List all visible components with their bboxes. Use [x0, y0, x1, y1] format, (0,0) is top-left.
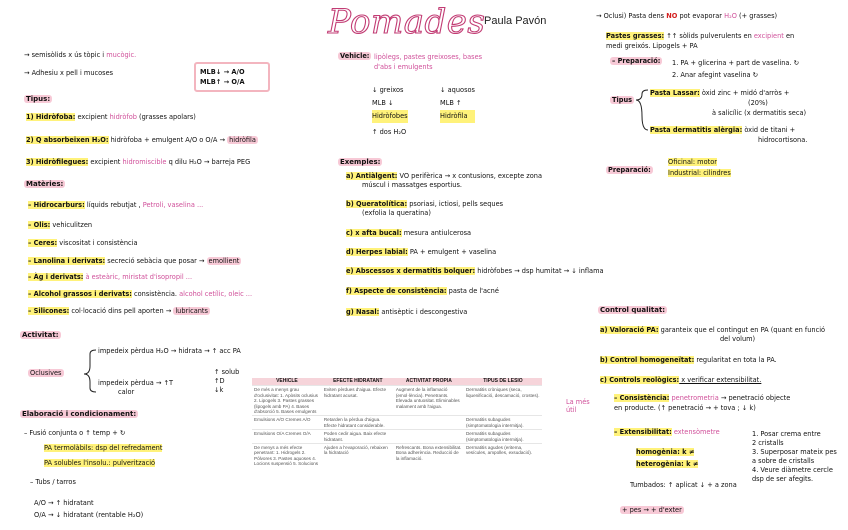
tipus-heading: Tipus:: [26, 95, 51, 103]
materies-item-5: – Àg i derivats: à esteàric, miristat d'isopropil ...: [28, 273, 193, 281]
preparacio-2-heading: Preparació:: [608, 166, 651, 174]
materies-item-4: – Lanolina i derivats: secreció sebàcia que posar → emollient: [28, 257, 240, 265]
la-mes-util: La més útil: [566, 398, 590, 414]
exemple-f: f) Aspecte de consistència: pasta de l'acné: [346, 287, 499, 295]
materies-item-2: – Olis: vehiculitzen: [28, 221, 93, 229]
occ-top: impedeix pèrdua H₂O → hidrata → ↑ acc PA: [98, 347, 241, 355]
occ-bottom: impedeix pèrdua → ↑T: [98, 379, 174, 387]
elab-item-4: – Tubs / tarros: [30, 478, 76, 486]
control-heading: Control qualitat:: [600, 306, 666, 314]
exemples-heading: Exemples:: [340, 158, 381, 166]
intro-line-2: → Adhesiu x pell i mucoses: [24, 69, 114, 77]
occ-side: ↑ solub ↑D ↓k: [214, 368, 240, 394]
tipus-dermatitis: Pasta dermatitis alèrgia: òxid de titani + hidrocortisona.: [650, 126, 808, 144]
materies-item-3: – Ceres: viscositat i consistència: [28, 239, 138, 247]
materies-item-1: – Hidrocarburs: líquids rebutjat , Petroli, vaselina ...: [28, 201, 204, 209]
ao-line-2: O/A → ↓ hidratant (rentable H₂O): [34, 511, 144, 519]
exemple-e: e) Abscessos x dermatitis bolquer: hidròfobes → dsp humitat → ↓ inflama: [346, 267, 604, 275]
materies-heading: Matèries:: [26, 180, 64, 188]
control-a: a) Valoració PA: garanteix que el contingut en PA (quant en funció del volum): [600, 326, 826, 343]
activitat-heading: Activitat:: [22, 331, 59, 339]
elaboracio-heading: Elaboració i condicionament:: [22, 410, 137, 418]
table-row: De més a menys grau d'oclusivitat: 1. Apòsits oclusius 2. Lipogels 3. Pastes grasses (lipogels amb PA) 4. Bases d'absorció 5. Bases emulgents Eviten pèrdues d'aigua. Efecte hidratant acusat. Augment de la inflamació (emol·lència). Penetrants. Elevada untuositat. Eliminables malament amb l'aigua. Dermatitis cròniques (seca, liquenificació, descamació, crostes).: [252, 386, 542, 416]
exemple-d: d) Herpes labial: PA + emulgent + vaselina: [346, 248, 497, 256]
vehicle-table: [252, 378, 542, 468]
extensibilitat-steps: 1. Posar crema entre 2 cristalls 3. Superposar mateix pes a sobre de cristalls 4. Veure diàmetre cercle dsp de ser afegits.: [752, 430, 837, 483]
table-row: Emulsions A/O Cremes A/O Retarden la pèrdua d'aigua. Efecte hidratant considerable. Dermatitis subagudes (simptomatologia intermitja).: [252, 416, 542, 430]
exemple-c: c) x afta bucal: mesura antiulcerosa: [346, 229, 472, 237]
page-title: Pomades: [328, 2, 486, 42]
ao-line-1: A/O → ↑ hidratant: [34, 499, 94, 507]
preparacio-1-steps: 1. PA + glicerina + part de vaselina. ↻ 2. Anar afegint vaselina ↻: [672, 59, 800, 79]
tipus-lassar: Pasta Lassar: òxid zinc + midó d'arròs + (20%) à salicílic (x dermatitis seca): [650, 89, 807, 117]
control-b: b) Control homogeneïtat: regularitat en tota la PA.: [600, 356, 777, 364]
oclusio-note: → Oclusi) Pasta dens NO pot evaporar H₂O (+ grasses): [596, 12, 778, 20]
elab-item-2: PA termolàbils: dsp del refredament: [44, 444, 163, 452]
exemple-g: g) Nasal: antisèptic i descongestiva: [346, 308, 468, 316]
exemple-a: a) Antiàlgent: VO perifèrica → x contusions, excepte zona múscul i massatges esportius.: [346, 172, 542, 189]
pastes-grasses: Pastes grasses: ↑↑ sòlids pulverulents en excipient en medi greixós. Lipogels + PA: [606, 32, 795, 50]
table-row: Emulsions O/A Cremes O/A Poden cedir aigua. Baix efecte hidratant. Dermatitis subagudes (simptomatologia intermitja).: [252, 430, 542, 444]
table-header: EFECTE HIDRATANT: [322, 378, 394, 386]
homogeneitat: homogènia: k ≠ heterogènia: k ≠: [636, 448, 699, 468]
materies-item-7: – Silicones: col·locació dins pell aporten → lubricants: [28, 307, 208, 315]
preparacio-2-list: Oficinal: motor Industrial: cilindres: [668, 158, 731, 177]
exemple-b: b) Queratolítica: psoriasi, ictiosi, pells seques (exfolia la queratina): [346, 200, 504, 217]
table-header: TIPUS DE LESIO: [464, 378, 542, 386]
vehicle-col-2: ↓ aquosos MLB ↑ Hidròfila: [440, 84, 475, 123]
tipus-item-2: 2) Q absorbeixen H₂O: hidròfoba + emulgent A/O o O/A → hidròfila: [26, 136, 256, 144]
control-c: c) Controls reològics: x verificar extensibilitat.: [600, 376, 762, 384]
vehicle-extra: ↑ dos H₂O: [372, 128, 407, 136]
oclusives-label: Oclusives: [30, 369, 62, 377]
preparacio-1-heading: – Preparació:: [612, 57, 661, 65]
table-row: De menys a més efecte penetrant: 1. Hidrogels 2. Pólvores 3. Pastes aquoses 4. Locions suspensió 5. Solucions Ajuden a l'evaporació, rebaixen la hidratació Refrescants. Bona extensibilitat. Bona adherència. Reducció de la inflamació. Dermatitis agudes (eritema, vesícules, ampolles, exsudació).: [252, 444, 542, 468]
author-name: Paula Pavón: [484, 15, 547, 27]
intro-line-1: → semisòlids x ús tòpic i mucògic.: [24, 51, 137, 59]
tipus-item-1: 1) Hidròfoba: excipient hidròfob (grasses apolars): [26, 113, 196, 121]
elab-item-1: – Fusió conjunta o ↑ temp + ↻: [24, 429, 126, 437]
tipus-label-right: Tipus: [612, 96, 633, 104]
final-note: + pes → + d'exter: [622, 506, 682, 514]
extensibilitat: – Extensibilitat: extensòmetre: [614, 428, 720, 436]
elab-item-3: PA solubles l'insolu.: pulverització: [44, 459, 156, 467]
occ-bottom-2: calor: [118, 388, 135, 396]
consistencia: – Consistència: penetrometria → penetració objecte en producte. (↑ penetració → + tova ; ↓ k): [614, 394, 791, 412]
tipus-item-3: 3) Hidròfilegues: excipient hidromiscible q dilu H₂O → barreja PEG: [26, 158, 251, 166]
materies-item-6: – Alcohol grassos i derivats: consistència. alcohol cetílic, oleic ...: [28, 290, 253, 298]
mlb-box: MLB↓ → A/O MLB↑ → O/A: [194, 62, 270, 92]
table-header: VEHICLE: [252, 378, 322, 386]
table-header: ACTIVITAT PROPIA: [394, 378, 464, 386]
vehicle-col-1: ↓ greixos MLB ↓ Hidròfobes: [372, 84, 408, 123]
vehicle-row: Vehicle:: [340, 52, 370, 60]
vehicle-text: lipòlegs, pastes greixoses, bases d'abs i emulgents: [374, 53, 483, 71]
tumbados: Tumbados: ↑ aplicat ↓ + a zona: [630, 481, 737, 489]
